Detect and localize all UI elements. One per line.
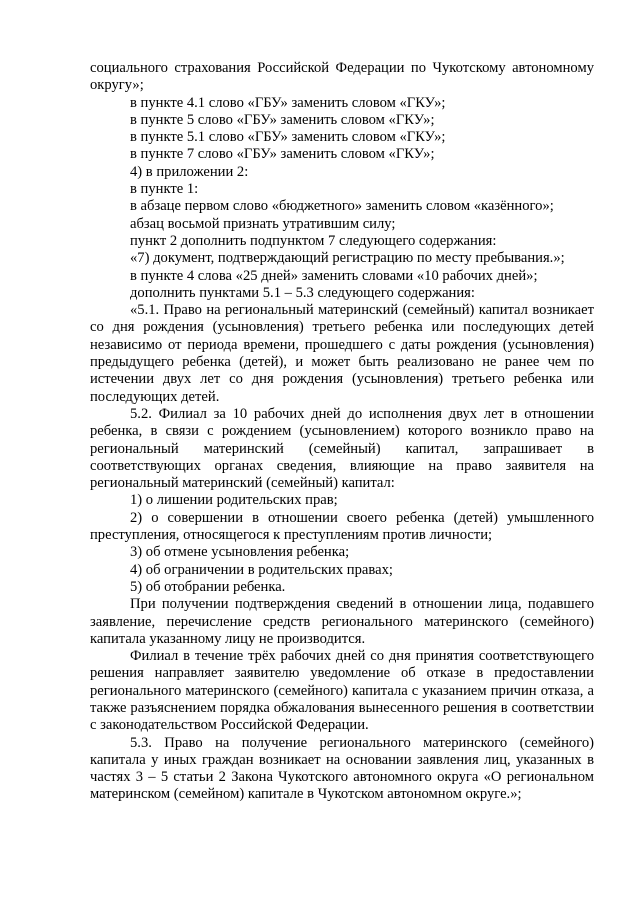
paragraph-3: в пункте 5 слово «ГБУ» заменить словом «ГКУ»;	[130, 111, 435, 128]
paragraph-10: пункт 2 дополнить подпунктом 7 следующего содержания:	[130, 232, 497, 249]
paragraph-1: социального страхования Российской Федерации по Чукотскому автономному округу»;	[90, 60, 594, 94]
paragraph-20: 5) об отобрании ребенка.	[130, 578, 286, 595]
paragraph-19: 4) об ограничении в родительских правах;	[130, 561, 393, 578]
paragraph-5: в пункте 7 слово «ГБУ» заменить словом «ГКУ»;	[130, 146, 435, 163]
paragraph-22: Филиал в течение трёх рабочих дней со дня принятия соответствующего решения направляет заявителю уведомление об отказе в предоставлении регионального материнского (семейного) капитала с указанием причин отказа, а также разъяснением порядка обжалования вынесенного решения в соответствии с законодательством Российской Федерации.	[90, 648, 594, 734]
paragraph-17: 2) о совершении в отношении своего ребенка (детей) умышленного преступления, относящегося к преступлениям против личности;	[90, 509, 594, 544]
paragraph-9: абзац восьмой признать утратившим силу;	[130, 215, 396, 232]
paragraph-7: в пункте 1:	[130, 181, 199, 198]
paragraph-23: 5.3. Право на получение регионального материнского (семейного) капитала у иных граждан возникает на основании заявления лиц, указанных в частях 3 – 5 статьи 2 Закона Чукотского автономного округа «О региональном материнском (семейном) капитале в Чукотском автономном округе.»;	[90, 734, 594, 803]
document-page	[90, 60, 594, 804]
paragraph-15: 5.2. Филиал за 10 рабочих дней до исполнения двух лет в отношении ребенка, в связи с рождением (усыновлением) которого возникло право на региональный материнский (семейный) капитал, запрашивает в соответствующих органах сведения, влияющие на право заявителя на региональный материнский (семейный) капитал:	[90, 405, 594, 492]
paragraph-6: 4) в приложении 2:	[130, 163, 249, 180]
paragraph-11: «7) документ, подтверждающий регистрацию по месту пребывания.»;	[130, 250, 565, 267]
paragraph-13: дополнить пунктами 5.1 – 5.3 следующего содержания:	[130, 284, 475, 301]
paragraph-16: 1) о лишении родительских прав;	[130, 492, 338, 509]
paragraph-12: в пункте 4 слова «25 дней» заменить словами «10 рабочих дней»;	[130, 267, 538, 284]
paragraph-18: 3) об отмене усыновления ребенка;	[130, 544, 350, 561]
paragraph-8: в абзаце первом слово «бюджетного» заменить словом «казённого»;	[130, 198, 554, 215]
paragraph-21: При получении подтверждения сведений в отношении лица, подавшего заявление, перечисление средств регионального материнского (семейного) капитала указанному лицу не производится.	[90, 596, 594, 647]
paragraph-14: «5.1. Право на региональный материнский (семейный) капитал возникает со дня рождения (усыновления) третьего ребенка или последующих детей независимо от периода времени, прошедшего с даты рождения (усыновления) предыдущего ребенка (детей), и может быть реализовано не ранее чем по истечении двух лет со дня рождения (усыновления) третьего ребенка или последующих детей.	[90, 302, 594, 405]
paragraph-2: в пункте 4.1 слово «ГБУ» заменить словом «ГКУ»;	[130, 94, 446, 111]
paragraph-4: в пункте 5.1 слово «ГБУ» заменить словом «ГКУ»;	[130, 129, 446, 146]
